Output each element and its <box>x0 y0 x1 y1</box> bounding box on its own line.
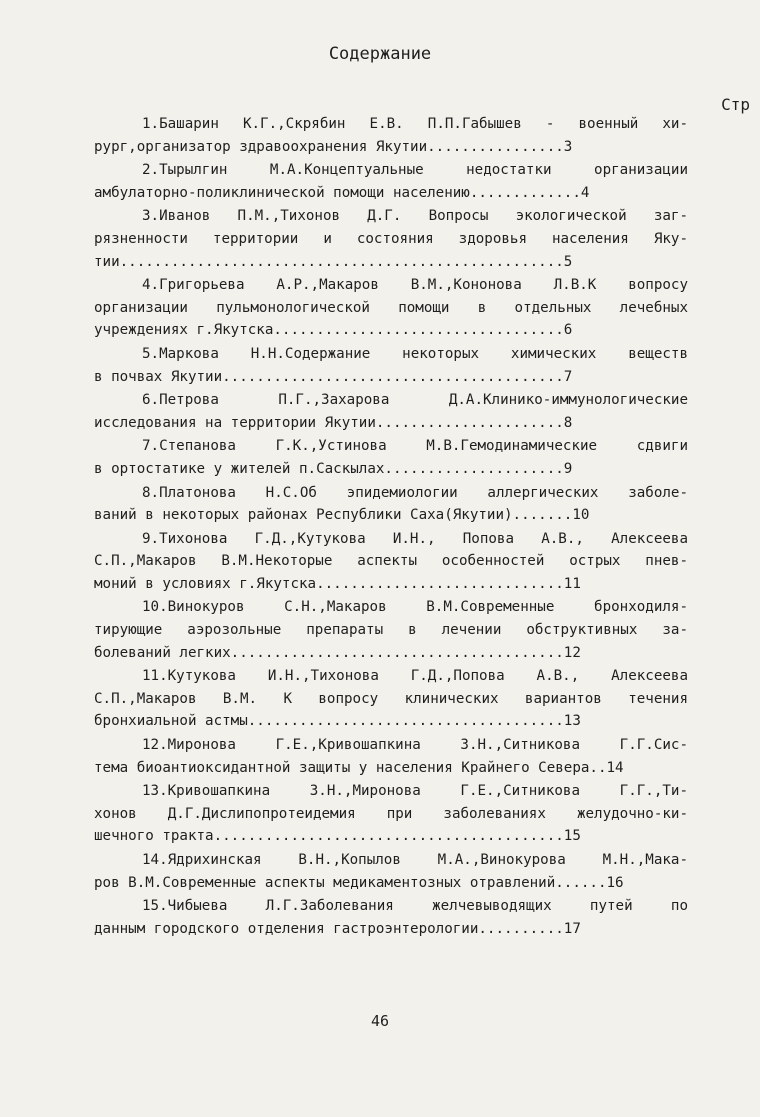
toc-entry-line: 11.Кутукова И.Н.,Тихонова Г.Д.,Попова А.В., Алексеева <box>142 668 688 685</box>
toc-entry-line: хонов Д.Г.Дислипопротеидемия при заболеваниях желудочно-ки- <box>94 805 688 822</box>
toc-entry-line: болеваний легких.......................................12 <box>94 644 581 661</box>
toc-entry-line: рязненности территории и состояния здоровья населения Яку- <box>94 230 688 247</box>
toc-entry <box>94 389 688 434</box>
toc-entry <box>94 205 688 273</box>
toc-entry <box>94 895 688 940</box>
table-of-contents <box>94 113 688 941</box>
toc-entry-line: шечного тракта.........................................15 <box>94 828 581 845</box>
toc-entry <box>94 780 688 848</box>
toc-entry-line: ров В.М.Современные аспекты медикаментозных отравлений......16 <box>94 874 624 891</box>
toc-entry-line: рург,организатор здравоохранения Якутии................3 <box>94 138 573 155</box>
toc-entry <box>94 596 688 664</box>
toc-entry-line: тии....................................................5 <box>94 253 573 270</box>
toc-entry <box>94 274 688 342</box>
toc-entry-line: учреждениях г.Якутска..................................6 <box>94 322 573 339</box>
toc-entry-line: ваний в некоторых районах Республики Саха(Якутии).......10 <box>94 507 590 524</box>
toc-entry-line: 15.Чибыева Л.Г.Заболевания желчевыводящих путей по <box>142 898 688 915</box>
toc-entry-line: С.П.,Макаров В.М.Некоторые аспекты особенностей острых пнев- <box>94 553 688 570</box>
toc-entry-line: С.П.,Макаров В.М. К вопросу клинических вариантов течения <box>94 690 688 707</box>
toc-entry-line: 4.Григорьева А.Р.,Макаров В.М.,Кононова Л.В.К вопросу <box>142 277 688 294</box>
page-number: 46 <box>370 1012 390 1030</box>
toc-entry-line: 3.Иванов П.М.,Тихонов Д.Г. Вопросы экологической заг- <box>142 208 688 225</box>
toc-entry-line: организации пульмонологической помощи в отдельных лечебных <box>94 299 688 316</box>
toc-entry-line: в ортостатике у жителей п.Саскылах.....................9 <box>94 460 573 477</box>
toc-entry-line: 13.Кривошапкина З.Н.,Миронова Г.Е.,Ситникова Г.Г.,Ти- <box>142 783 688 800</box>
toc-entry-line: 9.Тихонова Г.Д.,Кутукова И.Н., Попова А.В., Алексеева <box>142 530 688 547</box>
toc-entry <box>94 734 688 779</box>
toc-entry <box>94 665 688 733</box>
toc-entry-line: 7.Степанова Г.К.,Устинова М.В.Гемодинамические сдвиги <box>142 438 688 455</box>
toc-entry-line: 12.Миронова Г.Е.,Кривошапкина З.Н.,Ситникова Г.Г.Сис- <box>142 737 688 754</box>
toc-entry <box>94 482 688 527</box>
toc-entry-line: тирующие аэрозольные препараты в лечении обструктивных за- <box>94 622 688 639</box>
toc-entry <box>94 435 688 480</box>
toc-entry-line: 10.Винокуров С.Н.,Макаров В.М.Современные бронходиля- <box>142 599 688 616</box>
toc-entry <box>94 528 688 596</box>
toc-entry <box>94 849 688 894</box>
toc-entry-line: 5.Маркова Н.Н.Содержание некоторых химических веществ <box>142 345 688 362</box>
toc-entry <box>94 343 688 388</box>
toc-entry-line: 8.Платонова Н.С.Об эпидемиологии аллергических заболе- <box>142 484 688 501</box>
toc-entry-line: моний в условиях г.Якутска.............................11 <box>94 575 581 592</box>
toc-entry-line: бронхиальной астмы.....................................13 <box>94 713 581 730</box>
toc-entry-line: 1.Башарин К.Г.,Скрябин Е.В. П.П.Габышев - военный хи- <box>142 116 688 132</box>
toc-entry <box>94 159 688 204</box>
toc-entry-line: амбулаторно-поликлинической помощи населению.............4 <box>94 184 590 201</box>
page-column-label: Стр <box>721 95 750 114</box>
toc-entry-line: тема биоантиоксидантной защиты у населения Крайнего Севера..14 <box>94 759 624 776</box>
toc-entry-line: исследования на территории Якутии......................8 <box>94 414 573 431</box>
toc-entry-line: 14.Ядрихинская В.Н.,Копылов М.А.,Винокурова М.Н.,Мака- <box>142 852 688 868</box>
toc-entry-line: 2.Тырылгин М.А.Концептуальные недостатки организации <box>142 162 688 179</box>
toc-entry <box>94 113 688 158</box>
toc-entry-line: в почвах Якутии........................................7 <box>94 368 573 385</box>
toc-entry-line: данным городского отделения гастроэнтерологии..........17 <box>94 920 581 937</box>
page-title: Содержание <box>328 44 432 64</box>
toc-entry-line: 6.Петрова П.Г.,Захарова Д.А.Клинико-иммунологические <box>142 392 688 409</box>
